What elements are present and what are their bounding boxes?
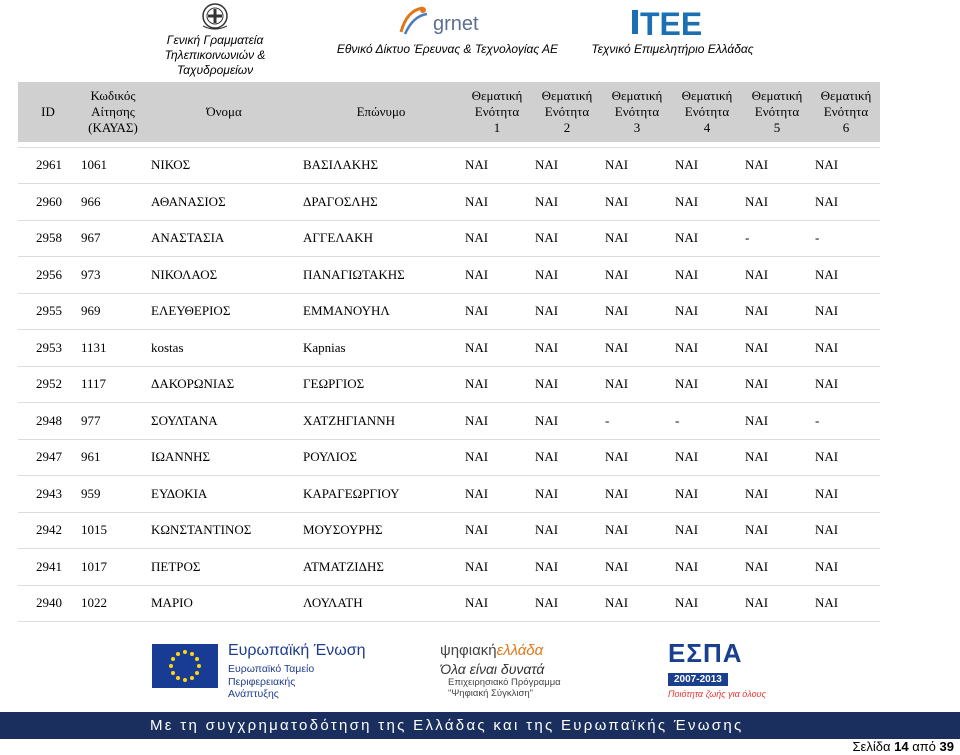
table-row [18, 403, 880, 440]
table-cell: ΝΑΙ [675, 449, 699, 465]
grnet-wordmark: grnet [433, 13, 479, 35]
table-cell: 961 [81, 449, 101, 465]
table-cell: ΜΟΥΣΟΥΡΗΣ [303, 522, 383, 538]
table-cell: ΣΟΥΛΤΑΝΑ [151, 412, 218, 428]
digital-brand-b: ελλάδα [496, 642, 544, 659]
column-header-line: Ενότητα [684, 104, 730, 119]
espa-name: ΕΣΠΑ [668, 638, 743, 668]
column-header [300, 82, 462, 142]
table-cell: ΝΑΙ [605, 449, 629, 465]
column-header [18, 82, 78, 142]
column-header-line: 3 [633, 120, 641, 135]
table-cell: ΝΑΙ [745, 412, 769, 428]
table-cell: 2940 [36, 595, 62, 611]
column-header-line: 2 [563, 120, 571, 135]
table-row [18, 476, 880, 513]
table-cell: ΝΑΙ [465, 157, 489, 173]
table-cell: ΚΑΡΑΓΕΩΡΓΙΟΥ [303, 485, 400, 501]
table-cell: ΝΑΙ [815, 449, 839, 465]
espa-years: 2007-2013 [668, 673, 728, 686]
table-cell: ΝΑΙ [465, 412, 489, 428]
table-cell: ΝΑΙ [745, 522, 769, 538]
table-cell: ΝΑΙ [815, 558, 839, 574]
table-cell: ΝΑΙ [535, 193, 559, 209]
table-cell: ΓΕΩΡΓΙΟΣ [303, 376, 365, 392]
table-row [18, 512, 880, 549]
table-cell: - [675, 412, 680, 428]
table-cell: ΝΑΙ [535, 485, 559, 501]
table-cell: Kapnias [303, 339, 346, 355]
column-header-line: Όνομα [206, 104, 242, 119]
table-cell: ΝΑΙ [535, 449, 559, 465]
column-header-line: Ενότητα [754, 104, 800, 119]
table-cell: ΝΑΙ [535, 157, 559, 173]
table-cell: ΝΑΙ [815, 266, 839, 282]
table-cell: ΝΑΙ [675, 376, 699, 392]
table-row [18, 257, 880, 294]
table-cell: ΚΩΝΣΤΑΝΤΙΝΟΣ [151, 522, 252, 538]
table-cell: 969 [81, 303, 101, 319]
table-cell: ΝΑΙ [745, 449, 769, 465]
column-header [812, 82, 880, 142]
table-header-row [18, 82, 880, 142]
table-cell: ΕΥΔΟΚΙΑ [151, 485, 208, 501]
table-cell: 1015 [81, 522, 107, 538]
table-cell: 2956 [36, 266, 62, 282]
table-cell: ΝΑΙ [815, 193, 839, 209]
tee-mark-icon [632, 4, 712, 40]
table-cell: ΝΑΙ [535, 412, 559, 428]
column-header-line: Θεματική [820, 88, 872, 103]
table-cell: ΝΑΙ [535, 522, 559, 538]
digital-brand-a: ψηφιακή [440, 642, 497, 659]
column-header [78, 82, 148, 142]
table-row [18, 366, 880, 403]
table-cell: 959 [81, 485, 101, 501]
table-cell: ΔΑΚΟΡΩΝΙΑΣ [151, 376, 235, 392]
column-header-line: Ενότητα [614, 104, 660, 119]
column-header-line: 4 [703, 120, 711, 135]
table-cell: 2952 [36, 376, 62, 392]
table-cell: 1061 [81, 157, 107, 173]
table-cell: ΝΑΙ [745, 339, 769, 355]
column-header [672, 82, 742, 142]
table-cell: ΝΑΙ [745, 485, 769, 501]
column-header [148, 82, 300, 142]
column-header-line: Ενότητα [823, 104, 869, 119]
table-cell: ΝΑΙ [815, 522, 839, 538]
eu-flag-icon [152, 644, 218, 688]
table-cell: ΝΑΙ [605, 303, 629, 319]
column-header-line: Κωδικός [90, 88, 136, 103]
column-header [462, 82, 532, 142]
digital-slogan: Όλα είναι δυνατά [440, 661, 545, 677]
table-cell: ΝΑΙ [605, 595, 629, 611]
table-cell: ΑΤΜΑΤΖΙΔΗΣ [303, 558, 384, 574]
table-cell: ΝΑΙ [745, 558, 769, 574]
table-row [18, 439, 880, 476]
table-cell: - [815, 412, 820, 428]
table-cell: ΝΑΙ [675, 558, 699, 574]
table-cell: ΝΑΙ [465, 558, 489, 574]
table-cell: ΝΑΙ [465, 193, 489, 209]
cofunding-bar: Με τη συγχρηματοδότηση της Ελλάδας και της Ευρωπαϊκής Ένωσης [0, 712, 960, 739]
table-cell: ΝΙΚΟΣ [151, 157, 191, 173]
table-cell: 2955 [36, 303, 62, 319]
column-header [602, 82, 672, 142]
digital-prog1: Επιχειρησιακό Πρόγραμμα [448, 677, 561, 688]
table-cell: ΝΑΙ [815, 376, 839, 392]
table-cell: 2953 [36, 339, 62, 355]
tee-wordmark: ΤΕΕ [640, 6, 703, 40]
table-row [18, 184, 880, 221]
table-cell: ΛΟΥΛΑΤΗ [303, 595, 363, 611]
eu-sub2: Περιφερειακής [228, 675, 296, 688]
table-cell: ΝΑΙ [675, 230, 699, 246]
column-header-line: 1 [493, 120, 501, 135]
table-cell: 2960 [36, 193, 62, 209]
eu-sub1: Ευρωπαϊκό Ταμείο [228, 663, 315, 675]
table-cell: ΜΑΡΙΟ [151, 595, 193, 611]
column-header-line: Ενότητα [544, 104, 590, 119]
column-header-line: Θεματική [541, 88, 593, 103]
table-cell: 1117 [81, 376, 107, 392]
table-cell: ΝΑΙ [815, 485, 839, 501]
table-cell: ΑΘΑΝΑΣΙΟΣ [151, 193, 226, 209]
column-header-line: Ενότητα [474, 104, 520, 119]
table-cell: ΝΑΙ [465, 230, 489, 246]
results-table [18, 82, 880, 622]
table-cell: ΝΑΙ [535, 558, 559, 574]
table-cell: ΝΑΙ [745, 157, 769, 173]
table-cell: ΒΑΣΙΛΑΚΗΣ [303, 157, 379, 173]
digital-greece-logo [440, 642, 650, 699]
table-cell: ΠΕΤΡΟΣ [151, 558, 201, 574]
column-header-line: Θεματική [471, 88, 523, 103]
table-cell: ΝΑΙ [815, 157, 839, 173]
table-cell: 2941 [36, 558, 62, 574]
table-cell: ΝΑΙ [605, 157, 629, 173]
table-cell: 977 [81, 412, 101, 428]
table-cell: ΝΑΙ [675, 157, 699, 173]
table-cell: ΝΑΙ [535, 303, 559, 319]
table-cell: ΝΙΚΟΛΑΟΣ [151, 266, 218, 282]
table-cell: ΕΛΕΥΘΕΡΙΟΣ [151, 303, 231, 319]
gov-line1: Γενική Γραμματεία [166, 33, 264, 47]
table-cell: 973 [81, 266, 101, 282]
table-cell: ΝΑΙ [535, 230, 559, 246]
table-cell: ΝΑΙ [535, 376, 559, 392]
table-cell: ΑΝΑΣΤΑΣΙΑ [151, 230, 225, 246]
table-cell: ΝΑΙ [675, 522, 699, 538]
table-cell: kostas [151, 339, 184, 355]
table-cell: ΝΑΙ [675, 595, 699, 611]
table-cell: ΝΑΙ [815, 339, 839, 355]
table-cell: 2948 [36, 412, 62, 428]
page-current: 14 [894, 739, 909, 754]
table-cell: 2958 [36, 230, 62, 246]
table-row [18, 147, 880, 184]
table-cell: ΡΟΥΛΙΟΣ [303, 449, 357, 465]
column-header-line: ID [41, 104, 55, 119]
page-number [852, 739, 954, 755]
digital-brand [440, 642, 650, 659]
column-header [532, 82, 602, 142]
table-cell: ΝΑΙ [465, 339, 489, 355]
table-cell: ΝΑΙ [745, 595, 769, 611]
table-cell: 1022 [81, 595, 107, 611]
table-cell: ΝΑΙ [605, 193, 629, 209]
table-cell: ΑΓΓΕΛΑΚΗ [303, 230, 373, 246]
table-cell: ΝΑΙ [745, 303, 769, 319]
table-cell: ΝΑΙ [465, 376, 489, 392]
column-header-line: Θεματική [751, 88, 803, 103]
column-header-line: Αίτησης [91, 104, 135, 119]
table-cell: ΔΡΑΓΟΣΛΗΣ [303, 193, 378, 209]
table-body [18, 142, 880, 622]
table-cell: ΝΑΙ [465, 303, 489, 319]
table-cell: ΠΑΝΑΓΙΩΤΑΚΗΣ [303, 266, 405, 282]
table-cell: ΕΜΜΑΝΟΥΗΛ [303, 303, 390, 319]
table-cell: ΝΑΙ [675, 485, 699, 501]
gov-line2: Τηλεπικοινωνιών & Ταχυδρομείων [164, 48, 266, 77]
table-cell: 2961 [36, 157, 62, 173]
table-cell: ΧΑΤΖΗΓΙΑΝΝΗ [303, 412, 396, 428]
table-cell: ΝΑΙ [675, 266, 699, 282]
page-mid: από [912, 739, 936, 754]
table-cell: ΝΑΙ [465, 522, 489, 538]
table-cell: 2943 [36, 485, 62, 501]
column-header [742, 82, 812, 142]
table-cell: - [605, 412, 610, 428]
table-cell: ΝΑΙ [675, 339, 699, 355]
table-cell: ΝΑΙ [605, 558, 629, 574]
column-header-line: Θεματική [681, 88, 733, 103]
table-cell: ΝΑΙ [745, 376, 769, 392]
greek-emblem-icon [198, 2, 232, 32]
column-header-line: 5 [773, 120, 781, 135]
column-header-line: Θεματική [611, 88, 663, 103]
table-cell: ΝΑΙ [465, 485, 489, 501]
table-cell: 2947 [36, 449, 62, 465]
table-row [18, 585, 880, 622]
column-header-line: (ΚΑΥΑΣ) [88, 120, 138, 135]
column-header-line: 6 [842, 120, 850, 135]
table-cell: ΝΑΙ [605, 339, 629, 355]
page-total: 39 [939, 739, 954, 754]
eu-title: Ευρωπαϊκή Ένωση [228, 642, 366, 659]
table-cell: ΝΑΙ [745, 193, 769, 209]
eu-subtitle [228, 663, 314, 701]
tee-caption: Τεχνικό Επιμελητήριο Ελλάδας [591, 42, 754, 56]
grnet-caption: Εθνικό Δίκτυο Έρευνας & Τεχνολογίας ΑΕ [336, 42, 559, 56]
table-row [18, 220, 880, 257]
footer-logos [0, 630, 960, 712]
table-cell: ΝΑΙ [605, 266, 629, 282]
table-cell: 1017 [81, 558, 107, 574]
table-cell: ΝΑΙ [745, 266, 769, 282]
table-row [18, 549, 880, 586]
eu-sub3: Ανάπτυξης [228, 688, 279, 700]
espa-logo [668, 638, 766, 699]
table-cell: ΝΑΙ [605, 376, 629, 392]
table-cell: ΝΑΙ [465, 595, 489, 611]
table-cell: ΝΑΙ [815, 595, 839, 611]
table-cell: ΙΩΑΝΝΗΣ [151, 449, 211, 465]
table-row [18, 330, 880, 367]
table-cell: ΝΑΙ [535, 266, 559, 282]
table-cell: 1131 [81, 339, 107, 355]
table-cell: 967 [81, 230, 101, 246]
table-cell: - [745, 230, 750, 246]
table-row [18, 293, 880, 330]
table-cell: ΝΑΙ [465, 266, 489, 282]
table-cell: ΝΑΙ [535, 339, 559, 355]
table-cell: ΝΑΙ [535, 595, 559, 611]
table-cell: ΝΑΙ [675, 303, 699, 319]
table-cell: ΝΑΙ [815, 303, 839, 319]
table-cell: - [815, 230, 820, 246]
table-cell: ΝΑΙ [465, 449, 489, 465]
table-cell: ΝΑΙ [605, 485, 629, 501]
table-cell: ΝΑΙ [675, 193, 699, 209]
table-cell: 2942 [36, 522, 62, 538]
table-cell: ΝΑΙ [605, 230, 629, 246]
grnet-mark-icon [397, 4, 507, 40]
table-cell: ΝΑΙ [605, 522, 629, 538]
espa-tag: Ποιότητα ζωής για όλους [668, 689, 766, 699]
digital-prog2: "Ψηφιακή Σύγκλιση" [448, 688, 533, 699]
page-prefix: Σελίδα [852, 739, 891, 754]
table-cell: 966 [81, 193, 101, 209]
column-header-line: Επώνυμο [356, 104, 406, 119]
